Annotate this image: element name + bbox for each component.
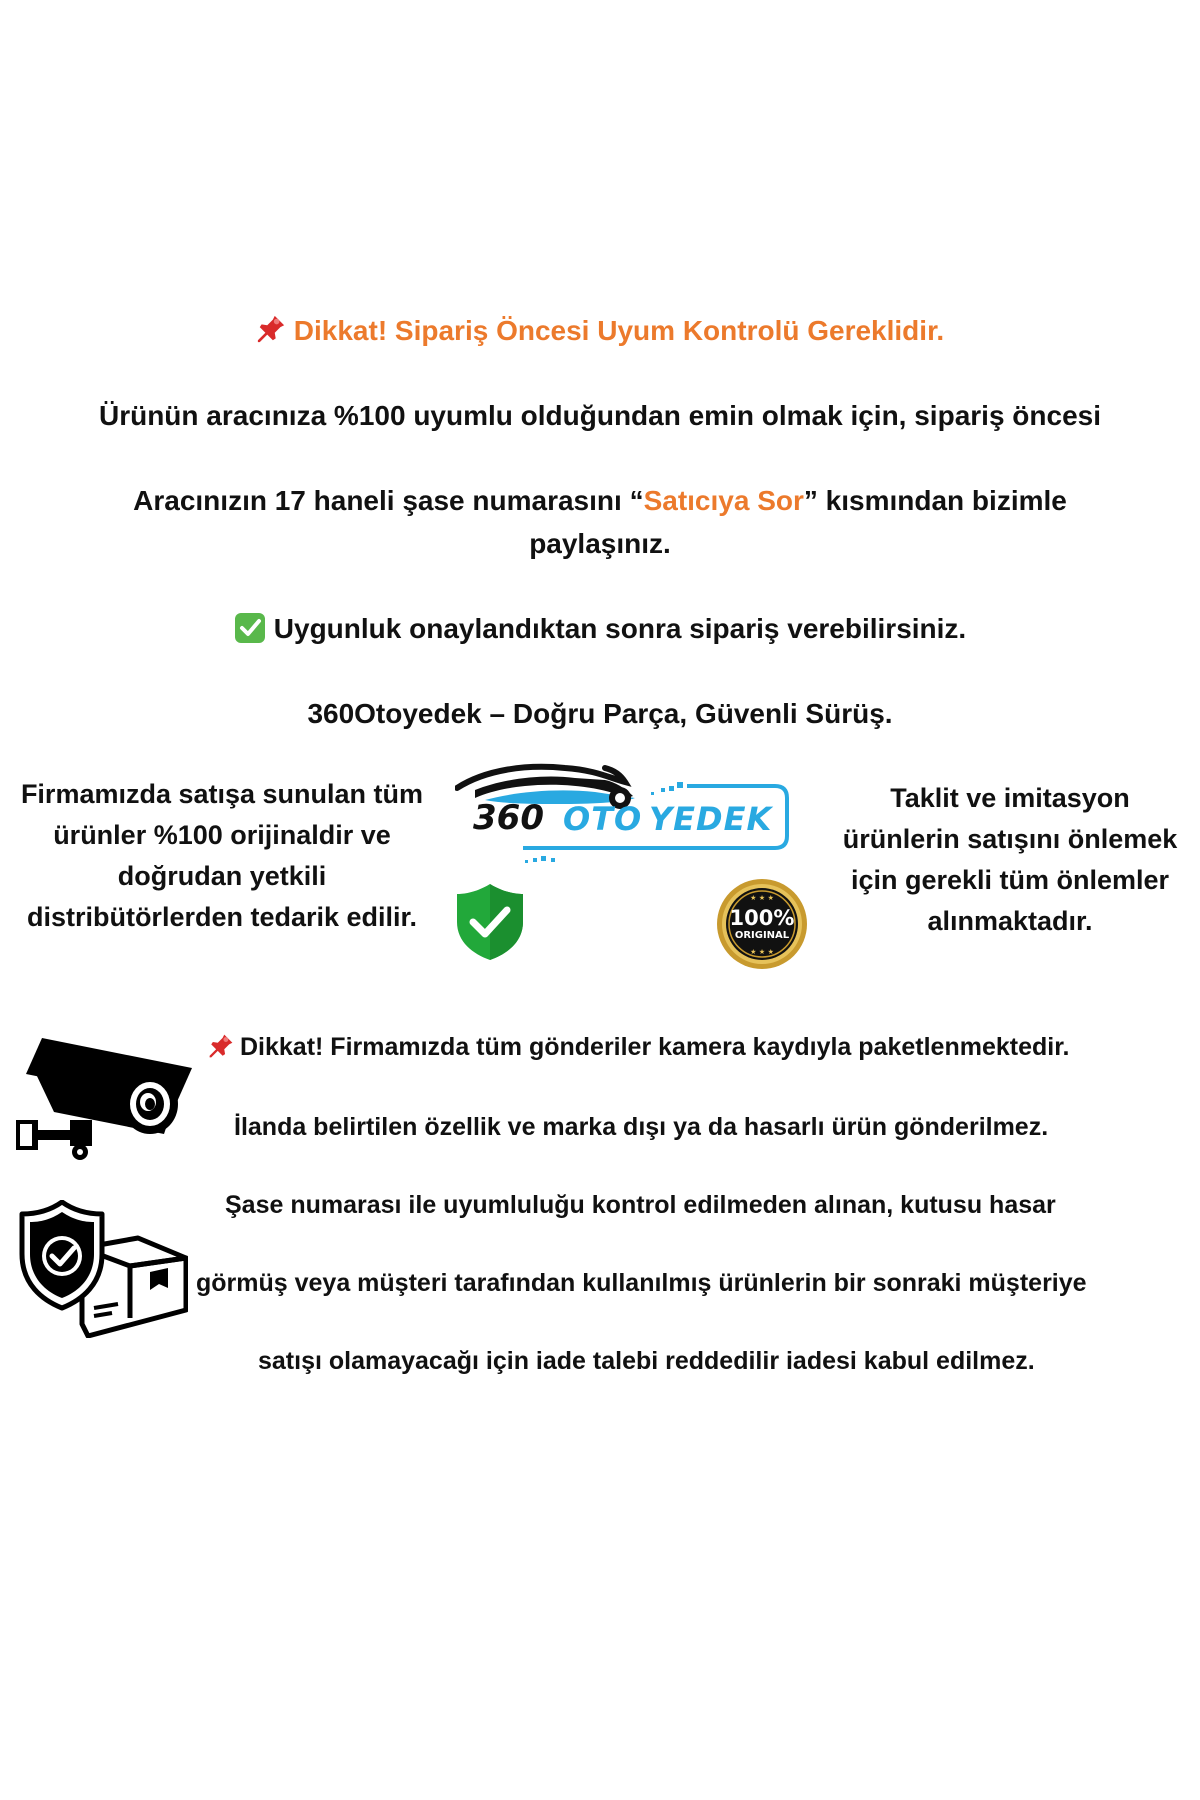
shipping-line-3: Şase numarası ile uyumluluğu kontrol edilmeden alınan, kutusu hasar <box>225 1191 1056 1219</box>
originality-left-line: distribütörlerden tedarik edilir. <box>26 902 418 932</box>
notice-line-2-end: ” kısmından bizimle <box>803 485 1067 516</box>
ask-seller-highlight: Satıcıya Sor <box>643 485 804 516</box>
shipping-line-4: görmüş veya müşteri tarafından kullanılmış ürünlerin bir sonraki müşteriye <box>196 1269 1087 1297</box>
shield-box-icon <box>18 1200 188 1338</box>
notice-heading-text: Dikkat! Sipariş Öncesi Uyum Kontrolü Gereklidir. <box>293 315 945 346</box>
security-camera-icon <box>14 1034 194 1162</box>
original-badge <box>716 878 808 970</box>
originality-right-line: alınmaktadır. <box>927 906 1093 936</box>
confirm-text: Uygunluk onaylandıktan sonra sipariş verebilirsiniz. <box>273 613 967 644</box>
svg-text:★ ★ ★: ★ ★ ★ <box>750 894 774 902</box>
originality-left-line: doğrudan yetkili <box>117 861 327 891</box>
shipping-line-1-text: Dikkat! Firmamızda tüm gönderiler kamera kaydıyla paketlenmektedir. <box>240 1033 1070 1061</box>
originality-left-line: ürünler %100 orijinaldir ve <box>53 820 391 850</box>
originality-right-line: için gerekli tüm önlemler <box>850 865 1170 895</box>
notice-line-2 <box>0 484 1200 518</box>
logo-number: 360 <box>473 798 544 838</box>
logo-word-oto: OTO <box>563 800 643 838</box>
badge-original: ORIGINAL <box>734 930 790 941</box>
notice-heading <box>0 314 1200 348</box>
slogan: 360Otoyedek – Doğru Parça, Güvenli Sürüş. <box>307 698 893 729</box>
shipping-line-5: satışı olamayacağı için iade talebi reddedilir iadesi kabul edilmez. <box>258 1347 1035 1375</box>
originality-left-line: Firmamızda satışa sunulan tüm <box>20 779 424 809</box>
originality-right-line: ürünlerin satışını önlemek <box>842 824 1178 854</box>
originality-right-line: Taklit ve imitasyon <box>890 783 1130 813</box>
shipping-line-1 <box>208 1032 1070 1062</box>
notice-line-1: Ürünün aracınıza %100 uyumlu olduğundan emin olmak için, sipariş öncesi <box>98 400 1101 431</box>
notice-line-2-start: Aracınızın 17 haneli şase numarasını “ <box>133 485 644 516</box>
shipping-line-2: İlanda belirtilen özellik ve marka dışı ya da hasarlı ürün gönderilmez. <box>234 1113 1049 1141</box>
svg-text:★ ★ ★: ★ ★ ★ <box>750 948 774 956</box>
logo-word-yedek: YEDEK <box>649 800 773 838</box>
pushpin-icon <box>208 1033 234 1059</box>
check-box-icon <box>234 612 266 644</box>
company-logo <box>455 758 795 878</box>
confirm-line <box>0 612 1200 646</box>
badge-percent: 100% <box>729 906 795 930</box>
originality-right-text <box>820 778 1200 942</box>
originality-left-text <box>0 774 444 938</box>
green-shield-check-icon <box>455 882 525 962</box>
pushpin-icon <box>256 314 286 344</box>
notice-line-3: paylaşınız. <box>529 528 671 559</box>
